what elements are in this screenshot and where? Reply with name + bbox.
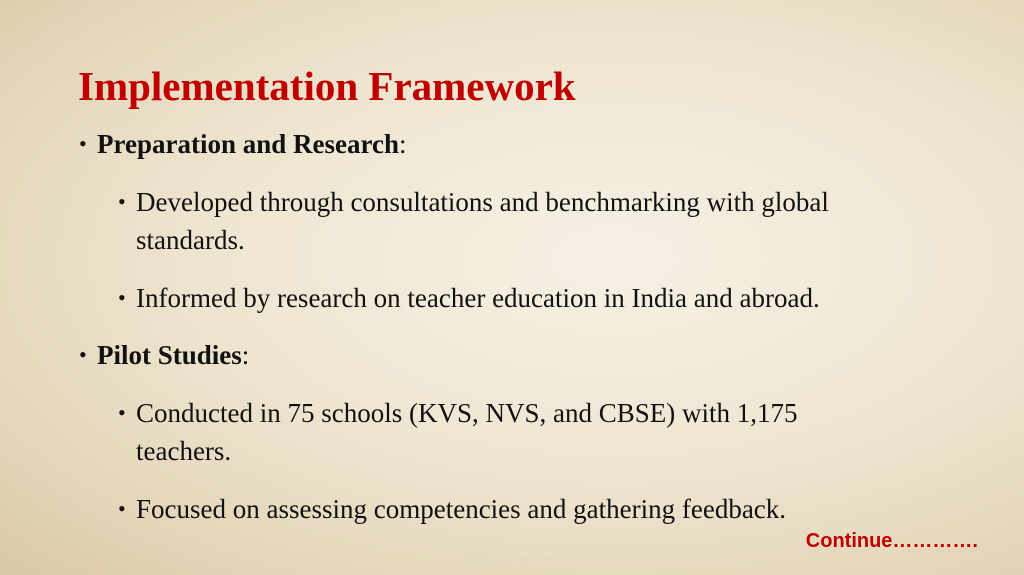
continue-label: Continue………….: [805, 530, 978, 552]
list-item-text: Informed by research on teacher education in India and abroad.: [136, 283, 820, 313]
list-item-text: Focused on assessing competencies and gathering feedback.: [136, 494, 787, 524]
section-heading-pilot: • Pilot Studies:: [97, 336, 249, 374]
bullet-icon: •: [118, 496, 126, 521]
list-item-text: Conducted in 75 schools (KVS, NVS, and CBSE) with 1,175 teachers.: [136, 398, 798, 466]
list-item: [118, 394, 896, 470]
list-item: [118, 279, 926, 317]
section-heading-text: Pilot Studies: [97, 340, 242, 370]
slide-title: Implementation Framework: [78, 63, 576, 109]
bullet-icon: •: [79, 342, 87, 367]
bullet-icon: •: [79, 131, 87, 156]
list-item: [118, 490, 926, 528]
section-heading-text: Preparation and Research: [97, 129, 399, 159]
watermark: SlidesCorner.com: [466, 552, 553, 564]
list-item-text: Developed through consultations and benchmarking with global standards.: [136, 187, 829, 255]
bullet-icon: •: [118, 189, 126, 214]
section-heading-preparation: • Preparation and Research:: [97, 125, 407, 163]
list-item: [118, 183, 926, 259]
bullet-icon: •: [118, 285, 126, 310]
bullet-icon: •: [118, 400, 126, 425]
